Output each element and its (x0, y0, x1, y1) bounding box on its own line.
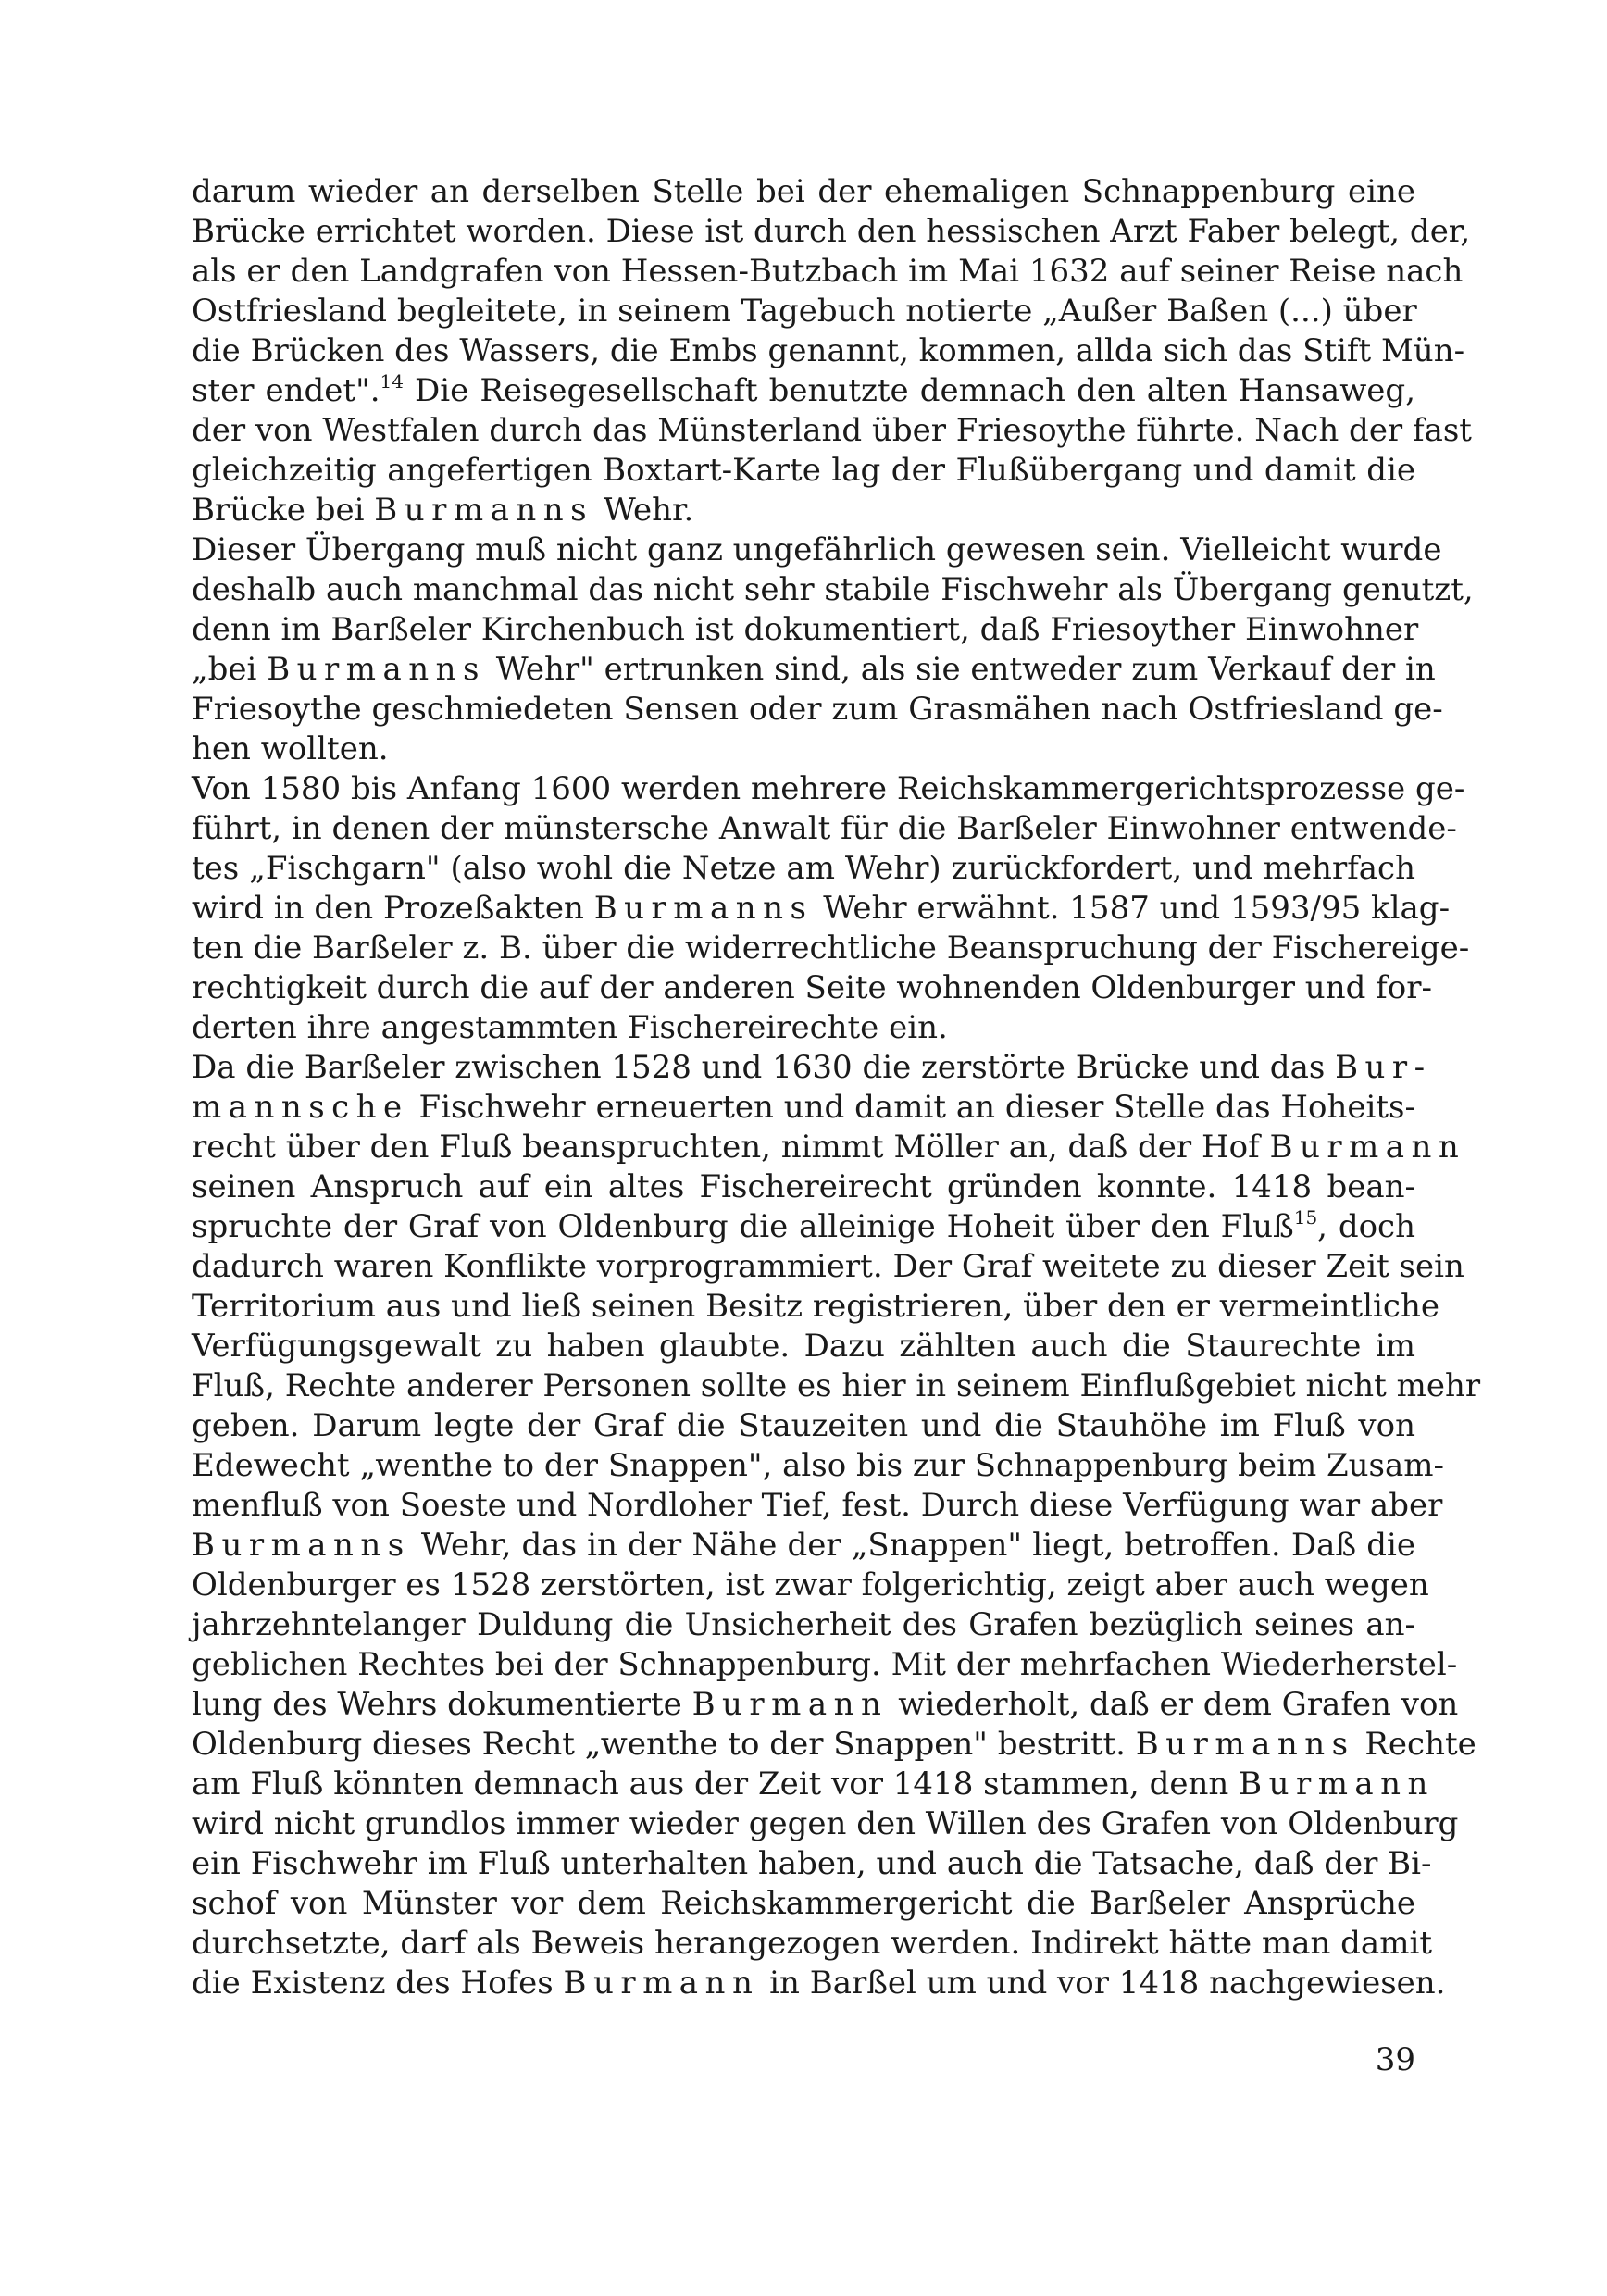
text-run: gleichzeitig angefertigen Boxtart-Karte lag der Flußübergang und damit die (192, 452, 1415, 489)
text-run: Von 1580 bis Anfang 1600 werden mehrere Reichskammergerichtsprozesse ge- (192, 770, 1465, 807)
text-run: denn im Barßeler Kirchenbuch ist dokumentiert, daß Friesoyther Einwohner (192, 611, 1419, 648)
text-line (192, 1327, 1415, 1366)
text-run: derten ihre angestammten Fischereirechte ein. (192, 1009, 948, 1046)
text-line (192, 809, 1457, 849)
text-line (192, 1526, 1415, 1566)
spaced-name: Burmanns (1135, 1726, 1355, 1763)
text-run: Oldenburger es 1528 zerstörten, ist zwar folgerichtig, zeigt aber auch wegen (192, 1566, 1429, 1603)
text-run: spruchte der Graf von Oldenburg die alleinige Hoheit über den Fluß (192, 1208, 1294, 1245)
body-text (192, 172, 1481, 2003)
text-run: führt, in denen der münstersche Anwalt für die Barßeler Einwohner entwende- (192, 810, 1457, 847)
text-line (192, 1048, 1432, 1088)
text-run: wird nicht grundlos immer wieder gegen den Willen des Grafen von Oldenburg (192, 1805, 1459, 1842)
text-line (192, 411, 1472, 451)
text-line (192, 1128, 1466, 1167)
spaced-name: Burmanns (374, 492, 594, 529)
text-line (192, 690, 1443, 730)
text-line (192, 1008, 1415, 1048)
text-line (192, 610, 1419, 650)
text-run: darum wieder an derselben Stelle bei der ehemaligen Schnappenburg eine (192, 173, 1415, 210)
text-line (192, 530, 1442, 570)
page-number: 39 (1375, 2041, 1415, 2078)
spaced-name: Burmann (563, 1965, 760, 2002)
text-run: Territorium aus und ließ seinen Besitz registrieren, über den er vermeintliche (192, 1288, 1439, 1325)
text-run: die Existenz des Hofes (192, 1965, 564, 2002)
spaced-name: mannsche (192, 1089, 409, 1126)
text-line (192, 172, 1415, 212)
text-line (192, 331, 1465, 371)
footnote-ref: 15 (1293, 1206, 1318, 1229)
text-run: Fluß, Rechte anderer Personen sollte es hier in seinem Einflußgebiet nicht mehr (192, 1367, 1481, 1404)
text-run: Edewecht „wenthe to der Snappen", also bis zur Schnappenburg beim Zusam- (192, 1447, 1444, 1484)
text-line (192, 1207, 1415, 1247)
text-run: tes „Fischgarn" (also wohl die Netze am Wehr) zurückfordert, und mehrfach (192, 850, 1415, 887)
text-line (192, 968, 1432, 1008)
text-line (192, 1088, 1415, 1128)
text-run: Dieser Übergang muß nicht ganz ungefährlich gewesen sein. Vielleicht wurde (192, 531, 1442, 568)
text-run: Fischwehr erneuerten und damit an dieser Stelle das Hoheits- (408, 1089, 1415, 1126)
text-line (192, 1406, 1415, 1446)
text-line (192, 1486, 1443, 1526)
text-line (192, 1287, 1439, 1327)
text-run: Wehr. (593, 492, 694, 529)
text-line (192, 730, 1415, 769)
text-line (192, 889, 1451, 929)
text-line (192, 650, 1436, 690)
text-line (192, 1247, 1464, 1287)
text-run: die Brücken des Wassers, die Embs genannt, kommen, allda sich das Stift Mün- (192, 332, 1465, 369)
text-run: Wehr erwähnt. 1587 und 1593/95 klag- (813, 890, 1451, 927)
text-run: lung des Wehrs dokumentierte (192, 1686, 692, 1723)
text-run: ein Fischwehr im Fluß unterhalten haben, und auch die Tatsache, daß der Bi- (192, 1845, 1432, 1882)
text-run: Oldenburg dieses Recht „wenthe to der Snappen" bestritt. (192, 1726, 1136, 1763)
text-line (192, 292, 1415, 331)
text-line (192, 849, 1415, 889)
text-line (192, 1685, 1459, 1725)
footnote-ref: 14 (380, 370, 404, 393)
text-run: Da die Barßeler zwischen 1528 und 1630 die zerstörte Brücke und das (192, 1049, 1336, 1086)
text-run: als er den Landgrafen von Hessen-Butzbach im Mai 1632 auf seiner Reise nach (192, 253, 1464, 290)
text-run: Brücke bei (192, 492, 375, 529)
text-line (192, 491, 1415, 530)
text-run: Wehr" ertrunken sind, als sie entweder zum Verkauf der in (485, 651, 1436, 688)
text-run: ster endet". (192, 372, 380, 409)
text-run: Wehr, das in der Nähe der „Snappen" liegt, betroffen. Daß die (410, 1527, 1415, 1564)
text-run: schof von Münster vor dem Reichskammergericht die Barßeler Ansprüche (192, 1885, 1415, 1922)
text-line (192, 1645, 1458, 1685)
text-run: durchsetzte, darf als Beweis herangezogen werden. Indirekt hätte man damit (192, 1925, 1432, 1962)
text-run: „bei (192, 651, 268, 688)
text-run: jahrzehntelanger Duldung die Unsicherheit des Grafen bezüglich seines an- (192, 1606, 1415, 1643)
text-line (192, 1725, 1476, 1765)
spaced-name: Burmanns (192, 1527, 411, 1564)
text-run: geben. Darum legte der Graf die Stauzeiten und die Stauhöhe im Fluß von (192, 1407, 1415, 1444)
text-run: geblichen Rechtes bei der Schnappenburg. Mit der mehrfachen Wiederherstel- (192, 1646, 1458, 1683)
text-line (192, 570, 1474, 610)
text-line (192, 929, 1470, 968)
text-run: der von Westfalen durch das Münsterland über Friesoythe führte. Nach der fast (192, 412, 1472, 449)
text-run: dadurch waren Konflikte vorprogrammiert. Der Graf weitete zu dieser Zeit sein (192, 1248, 1464, 1285)
text-line (192, 252, 1464, 292)
text-run: in Barßel um und vor 1418 nachgewiesen. (759, 1965, 1446, 2002)
text-line (192, 212, 1471, 252)
text-line (192, 1566, 1429, 1605)
text-run: Die Reisegesellschaft benutzte demnach den alten Hansaweg, (404, 372, 1415, 409)
text-line (192, 1446, 1444, 1486)
text-run: rechtigkeit durch die auf der anderen Seite wohnenden Oldenburger und for- (192, 969, 1432, 1006)
spaced-name: Burmann (1239, 1766, 1435, 1803)
text-line (192, 1924, 1432, 1964)
text-run: menfluß von Soeste und Nordloher Tief, fest. Durch diese Verfügung war aber (192, 1487, 1443, 1524)
text-line (192, 451, 1415, 491)
text-run: ten die Barßeler z. B. über die widerrechtliche Beanspruchung der Fischereige- (192, 930, 1470, 967)
text-line (192, 1366, 1481, 1406)
text-run: am Fluß könnten demnach aus der Zeit vor 1418 stammen, denn (192, 1766, 1240, 1803)
spaced-name: Burmann (691, 1686, 889, 1723)
text-line (192, 1605, 1415, 1645)
spaced-name: Burmanns (267, 651, 486, 688)
text-line (192, 1884, 1415, 1924)
text-run: deshalb auch manchmal das nicht sehr stabile Fischwehr als Übergang genutzt, (192, 571, 1474, 608)
text-run: recht über den Fluß beanspruchten, nimmt Möller an, daß der Hof (192, 1129, 1270, 1166)
spaced-name: Burmann (1269, 1129, 1466, 1166)
text-line (192, 769, 1465, 809)
spaced-name: Burmanns (593, 890, 814, 927)
text-run: , doch (1317, 1208, 1415, 1245)
text-run: Verfügungsgewalt zu haben glaubte. Dazu zählten auch die Staurechte im (192, 1328, 1415, 1365)
text-run: hen wollten. (192, 730, 389, 767)
text-run: Rechte (1354, 1726, 1476, 1763)
text-line (192, 1844, 1432, 1884)
text-run: Ostfriesland begleitete, in seinem Tagebuch notierte „Außer Baßen (...) über (192, 293, 1417, 330)
text-line (192, 1167, 1415, 1207)
text-run: seinen Anspruch auf ein altes Fischereirecht gründen konnte. 1418 bean- (192, 1168, 1415, 1205)
text-run: wiederholt, daß er dem Grafen von (888, 1686, 1459, 1723)
text-line (192, 1765, 1435, 1804)
text-run: wird in den Prozeßakten (192, 890, 594, 927)
text-line (192, 1804, 1459, 1844)
text-line (192, 1964, 1446, 2003)
text-run: Brücke errichtet worden. Diese ist durch den hessischen Arzt Faber belegt, der, (192, 213, 1471, 250)
text-run: Friesoythe geschmiedeten Sensen oder zum Grasmähen nach Ostfriesland ge- (192, 691, 1443, 728)
text-line (192, 371, 1415, 411)
spaced-name: Bur- (1335, 1049, 1432, 1086)
